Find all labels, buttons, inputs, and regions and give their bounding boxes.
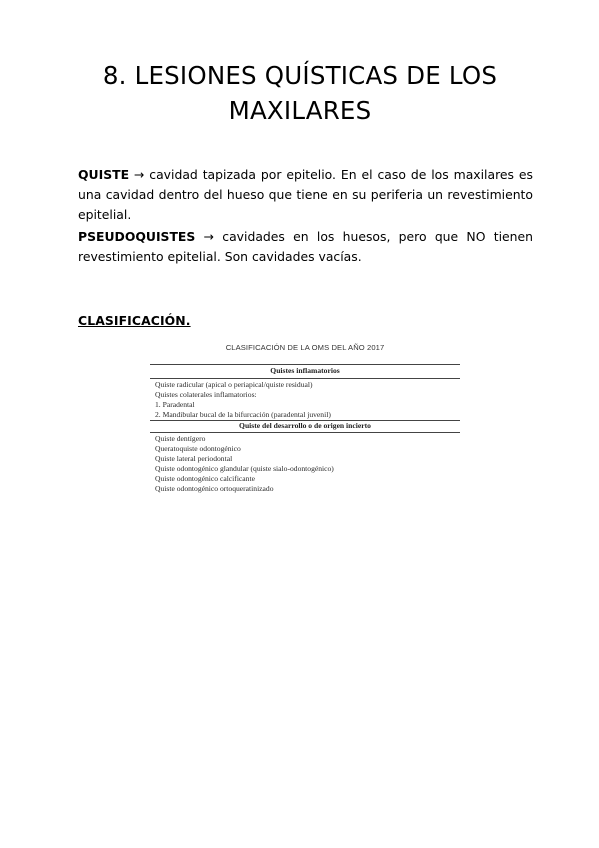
- table-caption: CLASIFICACIÓN DE LA OMS DEL AÑO 2017: [225, 343, 385, 352]
- table-rule: [150, 432, 460, 433]
- page-title-line-1: 8. LESIONES QUÍSTICAS DE LOS: [102, 61, 498, 90]
- table-row: Quiste lateral periodontal: [155, 454, 233, 463]
- classification-table-figure: [150, 342, 460, 498]
- table-rule: [150, 364, 460, 365]
- table-row: Quiste odontogénico glandular (quiste sialo-odontogénico): [155, 464, 334, 473]
- section-heading: CLASIFICACIÓN.: [78, 313, 191, 328]
- definition-pseudoquistes: [78, 227, 533, 267]
- arrow-icon: →: [133, 167, 145, 182]
- table-row: Quiste dentígero: [155, 434, 206, 443]
- table-row: Quiste radicular (apical o periapical/quiste residual): [155, 380, 313, 389]
- page-title: [60, 58, 540, 128]
- table-row: Quistes colaterales inflamatorios:: [155, 390, 257, 399]
- definition-text: cavidad tapizada por epitelio. En el caso de los maxilares es una cavidad dentro del hueso que tiene en su periferia un revestimiento epitelial.: [78, 167, 533, 222]
- definition-text: cavidades en los huesos, pero que NO tienen revestimiento epitelial. Son cavidades vacías.: [78, 229, 533, 264]
- definition-term: PSEUDOQUISTES: [78, 229, 196, 244]
- definition-quiste: [78, 165, 533, 225]
- arrow-icon: →: [203, 229, 214, 244]
- table-row: Quiste odontogénico ortoqueratinizado: [155, 484, 274, 493]
- table-group-header: Quiste del desarrollo o de origen incierto: [239, 421, 371, 430]
- table-group-header: Quistes inflamatorios: [270, 366, 340, 375]
- definition-term: QUISTE: [78, 167, 130, 182]
- table-row: 1. Paradental: [155, 400, 195, 409]
- table-row: Queratoquiste odontogénico: [155, 444, 241, 453]
- table-row: 2. Mandibular bucal de la bifurcación (paradental juvenil): [155, 410, 331, 419]
- table-row: Quiste odontogénico calcificante: [155, 474, 255, 483]
- page-title-line-2: MAXILARES: [228, 96, 372, 125]
- table-rule: [150, 378, 460, 379]
